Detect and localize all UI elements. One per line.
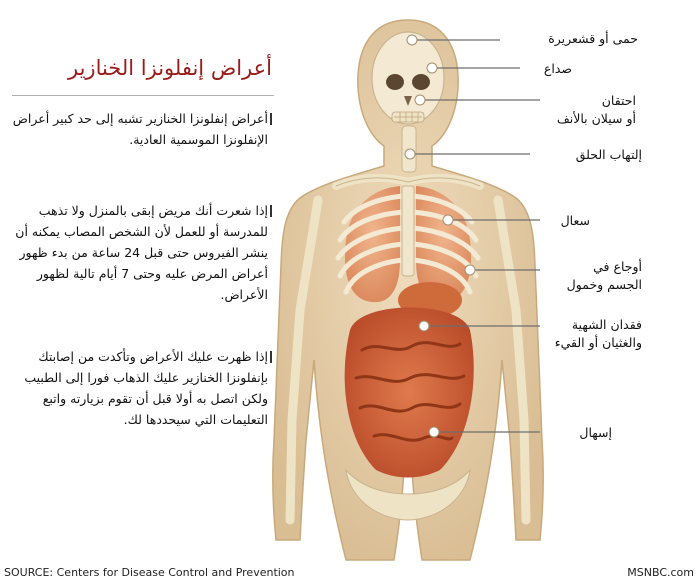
symptom-appetite-nausea: فقدان الشهية والغثيان أو القيء [554,317,642,350]
marker-diarrhea [429,427,439,437]
marker-throat [405,149,415,159]
title-divider [12,95,274,96]
intro-text: أعراض إنفلونزا الخنازير تشبه إلى حد كبير أعراض الإنفلونزا الموسمية العادية. [12,111,268,147]
paragraph-marker [270,113,272,125]
symptom-cough: سعال [560,213,590,228]
marker-headache [427,63,437,73]
symptom-fever: حمى أو قشعريرة [548,31,638,46]
marker-fever [407,35,417,45]
marker-congestion [415,95,425,105]
stay-home-paragraph [6,200,268,305]
symptom-congestion: احتقان أو سيلان بالأنف [556,93,636,126]
skull [372,32,444,124]
marker-appetite [419,321,429,331]
stay-home-text: إذا شعرت أنك مريض إبقى بالمنزل ولا تذهب للمدرسة أو للعمل لأن الشخص المصاب يمكنه أن ينشر الفيروس حتى قبل 24 ساعة من بدء ظهور أعراض المرض عليه وحتى 7 أيام تالية لظهور الأعراض. [15,203,268,302]
marker-aches [465,265,475,275]
source-credit: SOURCE: Centers for Disease Control and Prevention [4,566,295,579]
symptom-body-aches: أوجاع في الجسم وخمول [566,259,642,292]
page-title: أعراض إنفلونزا الخنازير [68,56,272,80]
paragraph-marker [270,205,272,217]
publisher-credit: MSNBC.com [627,566,694,579]
symptom-diarrhea: إسهال [579,425,612,440]
marker-cough [443,215,453,225]
doctor-text: إذا ظهرت عليك الأعراض وتأكدت من إصابتك بإنفلونزا الخنازير عليك الذهاب فورا إلى الطبيب ولكن اتصل به أولا قبل أن تقوم بزيارته واتبع التعليمات التي سيحددها لك. [24,349,268,427]
doctor-paragraph [6,346,268,430]
intro-paragraph [6,108,268,150]
paragraph-marker [270,351,272,363]
symptom-sore-throat: إلتهاب الحلق [575,147,642,162]
sternum [402,186,414,276]
symptom-headache: صداع [543,61,572,76]
